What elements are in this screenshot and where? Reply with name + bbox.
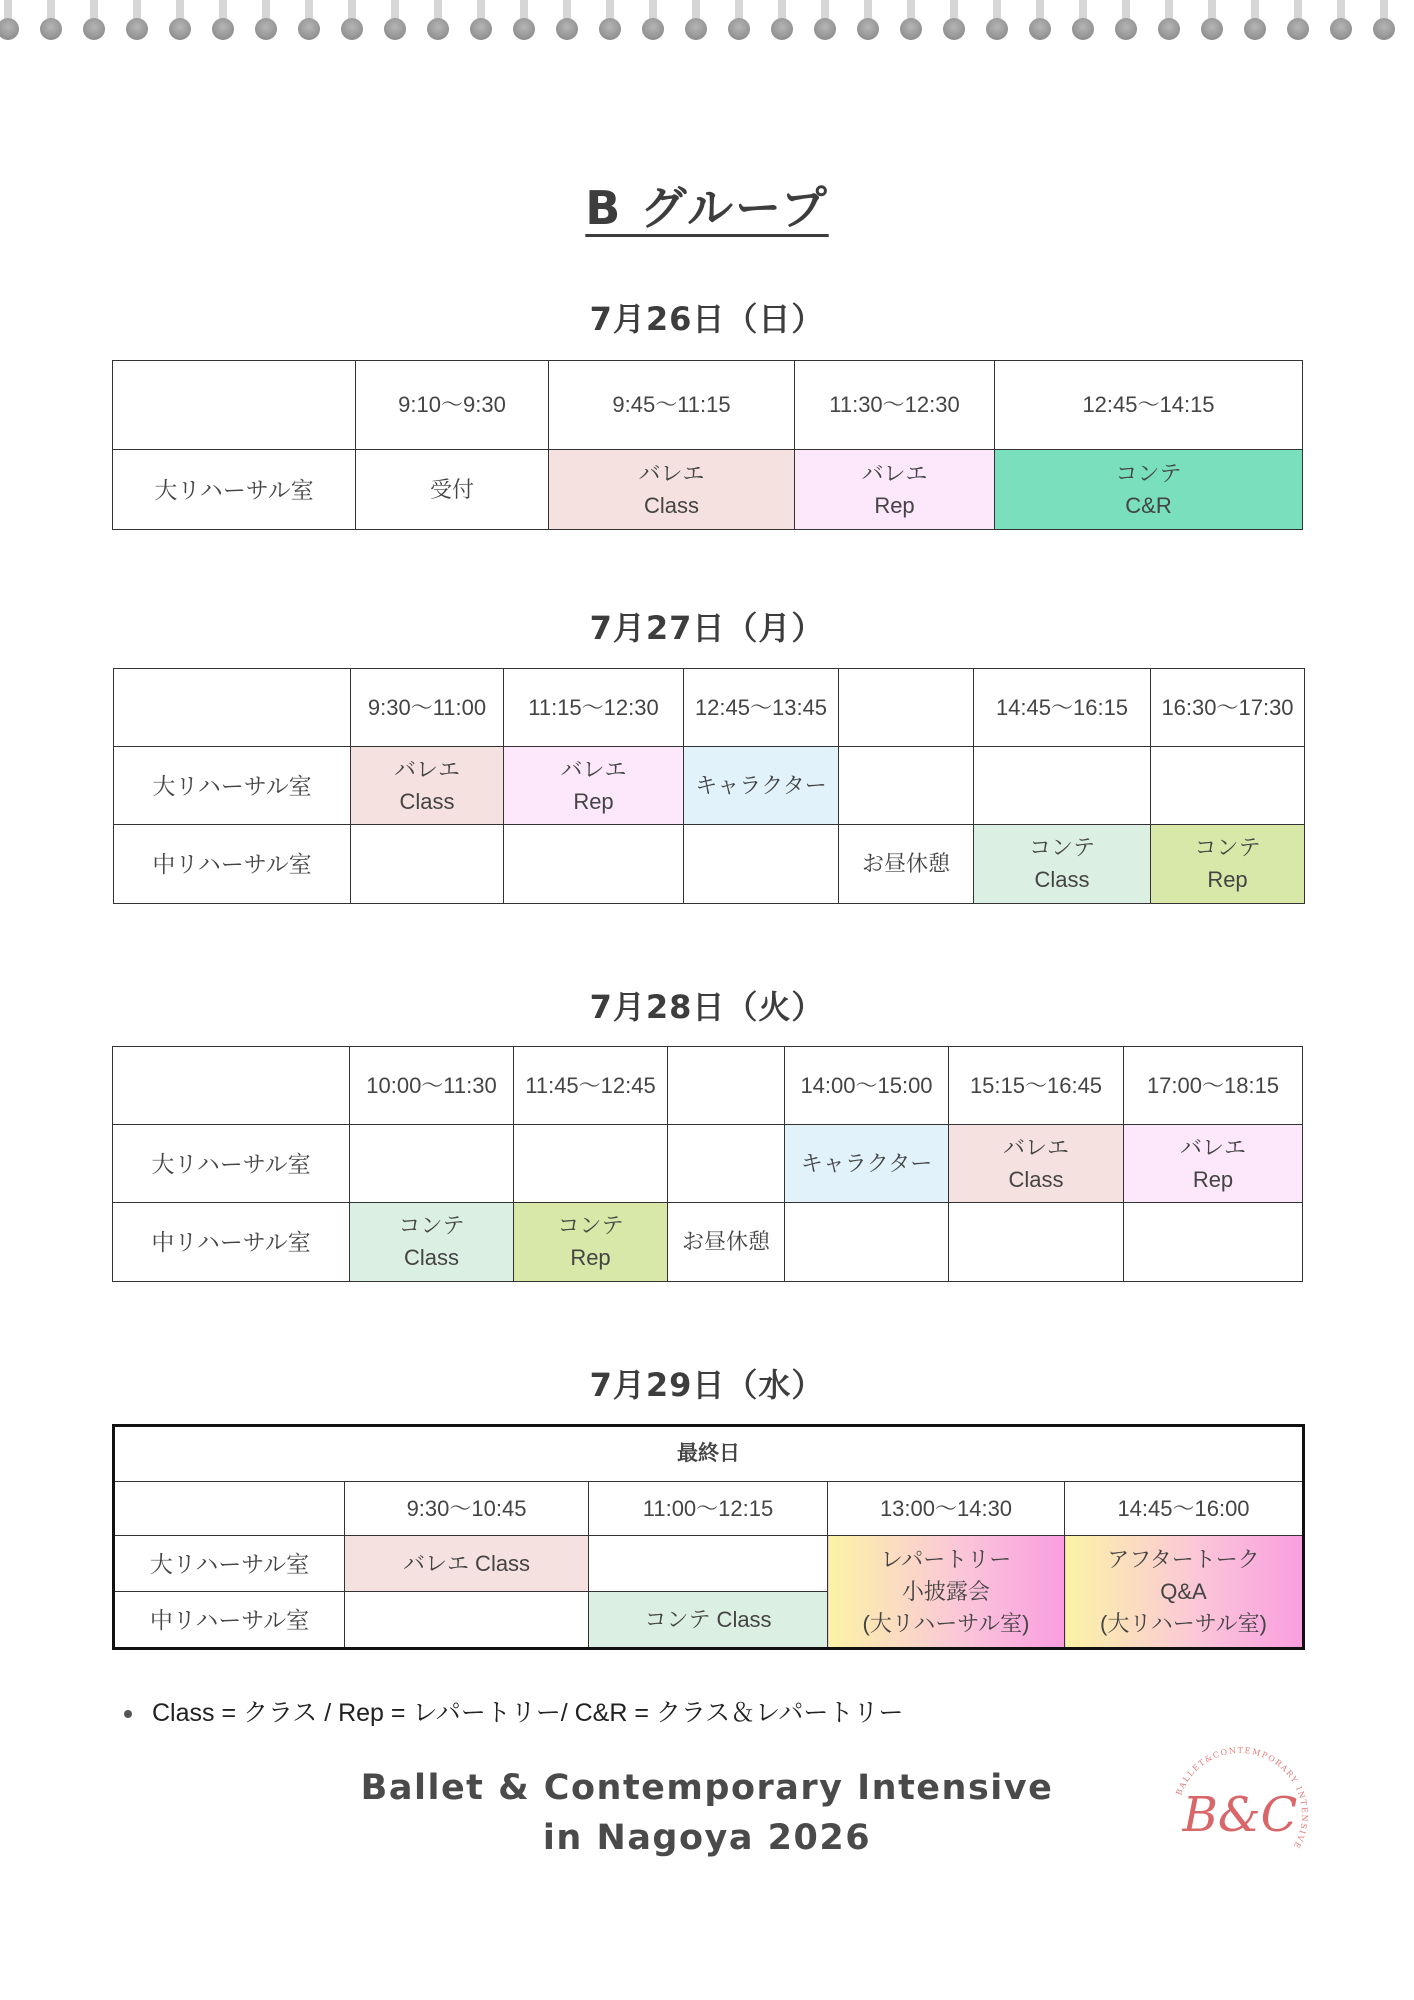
time-slot: 12:45〜14:15 (995, 361, 1303, 450)
time-slot: 11:45〜12:45 (514, 1047, 668, 1125)
time-slot: 14:00〜15:00 (785, 1047, 949, 1125)
final-day-header-row (114, 1426, 1304, 1482)
time-slot: 10:00〜11:30 (350, 1047, 514, 1125)
room-label: 大リハーサル室 (114, 747, 351, 825)
session-character: キャラクター (785, 1125, 949, 1203)
corner-cell (114, 1482, 345, 1536)
corner-cell (113, 1047, 350, 1125)
session-lunch-break: お昼休憩 (839, 825, 974, 904)
session-after-talk: アフタートーク Q&A (大リハーサル室) (1065, 1536, 1304, 1649)
svg-text:BALLET&CONTEMPORARY INTENSIVE: BALLET&CONTEMPORARY INTENSIVE (1174, 1745, 1310, 1851)
bullet-icon (124, 1710, 132, 1718)
table-row (113, 450, 1303, 530)
day-heading-0727: 7月27日（月） (589, 609, 825, 647)
table-row (114, 1536, 1304, 1592)
final-day-label: 最終日 (114, 1426, 1304, 1482)
empty-cell (351, 825, 504, 904)
session-ballet-class: バレエ Class (949, 1125, 1124, 1203)
session-contemporary-class: コンテ Class (589, 1592, 828, 1649)
time-slot: 13:00〜14:30 (828, 1482, 1065, 1536)
session-ballet-rep: バレエ Rep (504, 747, 684, 825)
session-ballet-rep: バレエ Rep (1124, 1125, 1303, 1203)
time-slot: 17:00〜18:15 (1124, 1047, 1303, 1125)
time-slot: 14:45〜16:15 (974, 669, 1151, 747)
time-header-row (113, 361, 1303, 450)
time-slot: 11:30〜12:30 (795, 361, 995, 450)
room-label: 大リハーサル室 (114, 1536, 345, 1592)
empty-cell (514, 1125, 668, 1203)
session-contemporary-rep: コンテ Rep (514, 1203, 668, 1282)
session-ballet-class: バレエ Class (351, 747, 504, 825)
time-slot (839, 669, 974, 747)
legend-note: Class = クラス / Rep = レパートリー/ C&R = クラス＆レパートリー (124, 1693, 903, 1729)
footer-line-1: Ballet & Contemporary Intensive (360, 1768, 1054, 1808)
empty-cell (949, 1203, 1124, 1282)
empty-cell (974, 747, 1151, 825)
time-slot: 16:30〜17:30 (1151, 669, 1305, 747)
empty-cell (684, 825, 839, 904)
time-slot: 9:30〜10:45 (345, 1482, 589, 1536)
day-heading-0728: 7月28日（火） (589, 988, 825, 1026)
day-heading-0729: 7月29日（水） (589, 1366, 825, 1404)
room-label: 大リハーサル室 (113, 450, 356, 530)
room-label: 中リハーサル室 (114, 1592, 345, 1649)
spiral-binding (0, 0, 1414, 50)
table-row (114, 825, 1305, 904)
session-ballet-rep: バレエ Rep (795, 450, 995, 530)
room-label: 中リハーサル室 (114, 825, 351, 904)
table-row (114, 747, 1305, 825)
empty-cell (839, 747, 974, 825)
corner-cell (114, 669, 351, 747)
session-ballet-class: バレエ Class (549, 450, 795, 530)
time-header-row (114, 1482, 1304, 1536)
session-reception: 受付 (356, 450, 549, 530)
footer-line-2: in Nagoya 2026 (542, 1818, 872, 1858)
empty-cell (589, 1536, 828, 1592)
empty-cell (350, 1125, 514, 1203)
time-slot (668, 1047, 785, 1125)
corner-cell (113, 361, 356, 450)
time-slot: 15:15〜16:45 (949, 1047, 1124, 1125)
time-header-row (114, 669, 1305, 747)
time-slot: 9:30〜11:00 (351, 669, 504, 747)
schedule-table-0729 (112, 1424, 1305, 1650)
empty-cell (345, 1592, 589, 1649)
session-lunch-break: お昼休憩 (668, 1203, 785, 1282)
empty-cell (504, 825, 684, 904)
empty-cell (668, 1125, 785, 1203)
session-character: キャラクター (684, 747, 839, 825)
page-title: B グループ (585, 181, 829, 235)
session-contemporary-class: コンテ Class (350, 1203, 514, 1282)
time-slot: 9:45〜11:15 (549, 361, 795, 450)
session-repertoire-showcase: レパートリー 小披露会 (大リハーサル室) (828, 1536, 1065, 1649)
brand-logo (1160, 1735, 1320, 1895)
session-contemporary-rep: コンテ Rep (1151, 825, 1305, 904)
room-label: 大リハーサル室 (113, 1125, 350, 1203)
table-row (113, 1203, 1303, 1282)
time-slot: 9:10〜9:30 (356, 361, 549, 450)
schedule-table-0728 (112, 1046, 1303, 1282)
day-heading-0726: 7月26日（日） (589, 300, 825, 338)
svg-text:B&C: B&C (1182, 1787, 1298, 1843)
empty-cell (785, 1203, 949, 1282)
time-slot: 11:15〜12:30 (504, 669, 684, 747)
empty-cell (1151, 747, 1305, 825)
time-slot: 14:45〜16:00 (1065, 1482, 1304, 1536)
session-ballet-class: バレエ Class (345, 1536, 589, 1592)
session-contemporary-cr: コンテ C&R (995, 450, 1303, 530)
time-header-row (113, 1047, 1303, 1125)
table-row (113, 1125, 1303, 1203)
time-slot: 11:00〜12:15 (589, 1482, 828, 1536)
schedule-table-0727 (113, 668, 1305, 904)
room-label: 中リハーサル室 (113, 1203, 350, 1282)
empty-cell (1124, 1203, 1303, 1282)
session-contemporary-class: コンテ Class (974, 825, 1151, 904)
schedule-table-0726 (112, 360, 1303, 530)
time-slot: 12:45〜13:45 (684, 669, 839, 747)
